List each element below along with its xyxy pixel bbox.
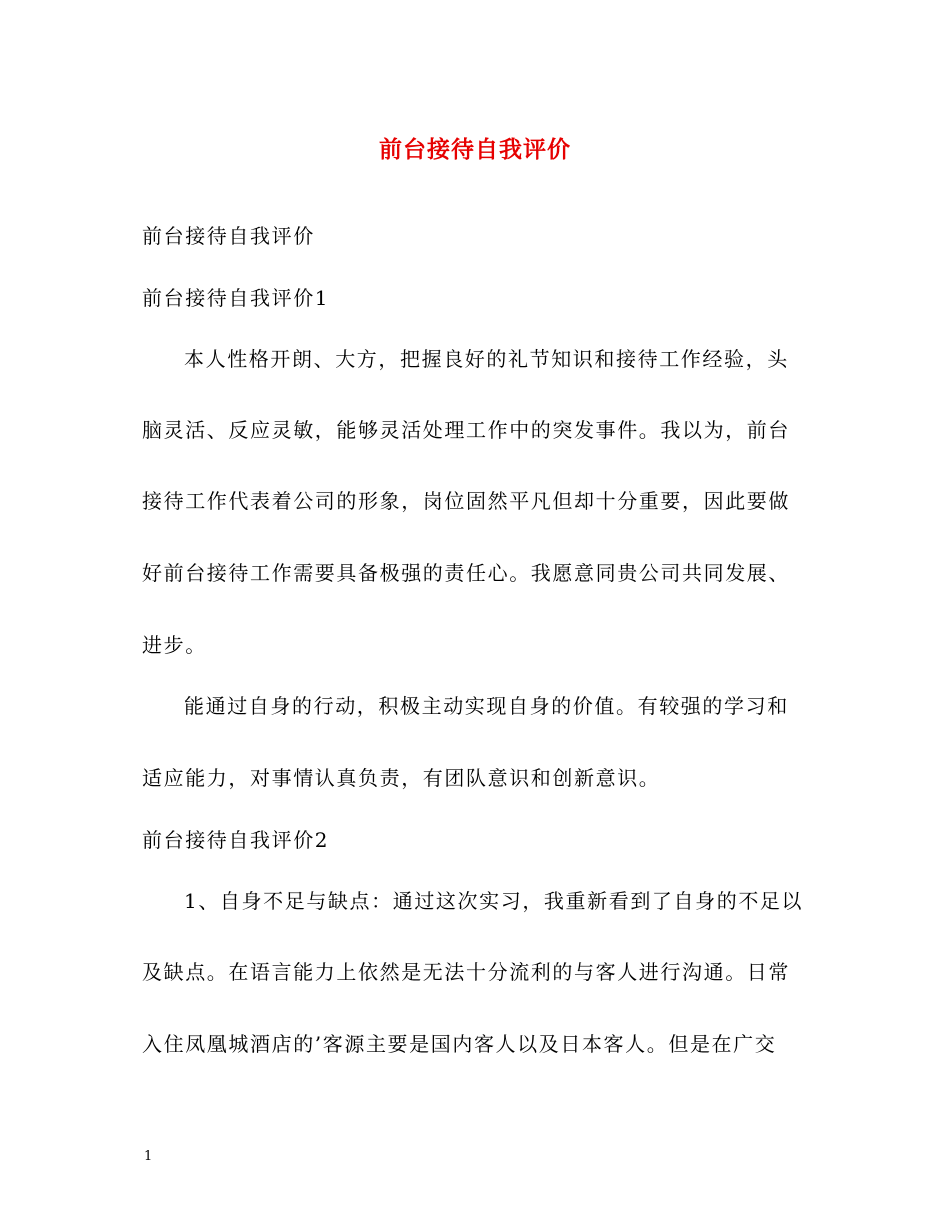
paragraph-line: 进步。 bbox=[142, 633, 207, 657]
paragraph-line: 及缺点。在语言能力上依然是无法十分流利的与客人进行沟通。日常 bbox=[142, 960, 790, 984]
subsection-heading-2: 前台接待自我评价2 bbox=[142, 828, 330, 852]
paragraph-line: 1、自身不足与缺点：通过这次实习，我重新看到了自身的不足以 bbox=[184, 889, 804, 913]
paragraph-line: 能通过自身的行动，积极主动实现自身的价值。有较强的学习和 bbox=[184, 694, 789, 718]
page-number: 1 bbox=[144, 1149, 153, 1164]
paragraph-line: 脑灵活、反应灵敏，能够灵活处理工作中的突发事件。我以为，前台 bbox=[142, 418, 790, 442]
document-title: 前台接待自我评价 bbox=[379, 136, 571, 163]
section-heading: 前台接待自我评价 bbox=[142, 224, 315, 248]
paragraph-line: 入住凤凰城酒店的’客源主要是国内客人以及日本客人。但是在广交 bbox=[142, 1032, 777, 1056]
paragraph-line: 接待工作代表着公司的形象，岗位固然平凡但却十分重要，因此要做 bbox=[142, 489, 790, 513]
paragraph-line: 好前台接待工作需要具备极强的责任心。我愿意同贵公司共同发展、 bbox=[142, 561, 790, 585]
paragraph-line: 本人性格开朗、大方，把握良好的礼节知识和接待工作经验，头 bbox=[184, 347, 789, 371]
subsection-heading-1: 前台接待自我评价1 bbox=[142, 286, 330, 310]
paragraph-line: 适应能力，对事情认真负责，有团队意识和创新意识。 bbox=[142, 766, 661, 790]
